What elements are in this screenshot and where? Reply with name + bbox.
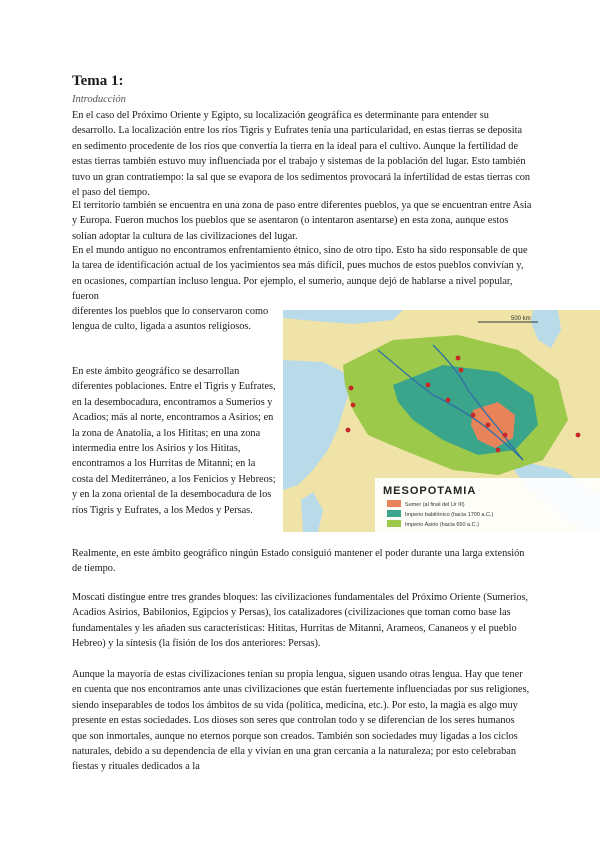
legend-label-sumer: Sumer (al final del Ur III) [405, 502, 465, 508]
paragraph-7: Aunque la mayoría de estas civilizaciones tenían su propia lengua, siguen usando otras lengua. Hay que tener en cuenta que nos encontramos ante unas civilizaciones que están fuertemente influenciadas por sus religiones, siendo inseparables de todos los ámbitos de su vida (política, medicina, etc.). Por esto, la magia es algo muy presente en estas sociedades. Los dioses son seres que controlan todo y se diferencian de los seres humanos que son inmortales, aunque no eternos porque son creados. También son sociedades muy ligadas a los ciclos naturales, debido a su dependencia de ella y vivían en una gran cercanía a la naturaleza; por esto celebraban fiestas y rituales dedicados a la [72, 669, 530, 773]
paragraph-4: En este ámbito geográfico se desarrollan diferentes poblaciones. Entre el Tigris y Eufrates, en la desembocadura, encontramos a Sumerios y Acadios; más al norte, encontramos a Asirios; en la zona de Anatolia, a los Hititas; en una zona intermedia entre los Asirios y los Hititas, encontramos a los Hurritas de Mitanni; en la costa del Mediterráneo, a los Fenicios y Hebreos; y en la zona oriental de la desembocadura de los ríos Tigris y Eufrates, a los Medos y Persas. [72, 366, 276, 516]
city-marker [346, 428, 351, 433]
city-marker [349, 386, 354, 391]
paragraph-1: En el caso del Próximo Oriente y Egipto, su localización geográfica es determinante para entender su desarrollo. La localización entre los ríos Tigris y Eufrates tenía una particularidad, en estas tierras se deposita en sedimento procedente de los ríos que convertía la tierra en la ideal para el cultivo. Aunque la fertilidad de estas tierras también estuvo muy influenciada por el trabajo y sistemas de la población del lugar. Esto también tuvo un gran contratiempo: la sal que se evapora de los sedimentos provocará la infertilidad de estas tierras con el paso del tiempo. [72, 110, 531, 199]
city-marker [426, 383, 431, 388]
paragraph-3-top: En el mundo antiguo no encontramos enfrentamiento étnico, sino de otro tipo. Esto ha sido responsable de que la tarea de identificación actual de los yacimientos sea más difícil, pues muchos de estos pueblos convivían y, en ocasiones, compartían incluso lengua. Por ejemplo, el sumerio, aunque dejó de hablarse a nivel popular, fueron [72, 245, 528, 303]
paragraph-2: El territorio también se encuentra en una zona de paso entre diferentes pueblos, ya que se encuentran entre Asia y Europa. Fueron muchos los pueblos que se asentaron (o intentaron asentarse) en esta zona, aunque estos solían adoptar la cultura de las civilizaciones del lugar. [72, 200, 532, 242]
city-marker [496, 448, 501, 453]
map-title: MESOPOTAMIA [383, 485, 477, 497]
paragraph-5: Realmente, en este ámbito geográfico ningún Estado consiguió mantener el poder durante una larga extensión de tiempo. [72, 548, 525, 575]
city-marker [486, 423, 491, 428]
city-marker [446, 398, 451, 403]
paragraph-6: Moscati distingue entre tres grandes bloques: las civilizaciones fundamentales del Próximo Oriente (Sumerios, Acadios Asirios, Babilonios, Egipcios y Persas), los catalizadores (civilizaciones que toman como base las fundamentales y les añaden sus características: Hititas, Hurritas de Mitanni, Arameos, Cananeos y el pueblo Hebreo) y la síntesis (la fisión de los dos anteriores: Persas). [72, 592, 529, 650]
legend-label-assyria: Imperio Asirio (hacia 650 a.C.) [405, 522, 479, 528]
city-marker [576, 433, 581, 438]
section-subtitle: Introducción [72, 94, 126, 105]
city-marker [471, 413, 476, 418]
paragraph-3-bottom: diferentes los pueblos que lo conservaron como lengua de culto, ligada a asuntos religiosos. [72, 306, 269, 333]
city-marker [503, 433, 508, 438]
city-marker [456, 356, 461, 361]
legend-swatch-babylon [387, 510, 401, 517]
mesopotamia-map [283, 310, 600, 532]
page-title: Tema 1: [72, 73, 124, 89]
legend-label-babylon: Imperio babilónico (hacia 1700 a.C.) [405, 512, 494, 518]
legend-swatch-sumer [387, 500, 401, 507]
legend-swatch-assyria [387, 520, 401, 527]
city-marker [459, 368, 464, 373]
city-marker [351, 403, 356, 408]
scale-label: 500 km [511, 316, 531, 322]
